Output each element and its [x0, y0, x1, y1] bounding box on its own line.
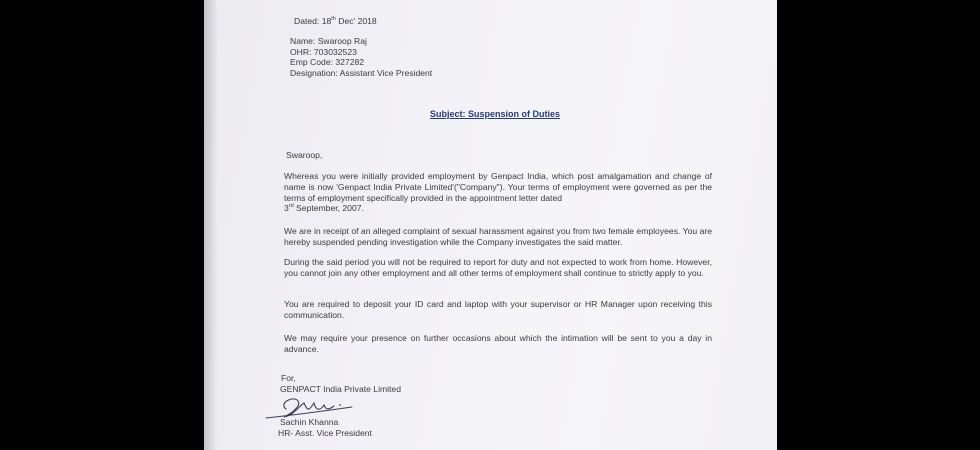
paragraph-employment: Whereas you were initially provided employment by Genpact India, which post amalgamation and change of name is now 'Genpact India Private Limited'("Company"). Your terms of employment were governed as per the terms of employment specifically provided in the appointment letter dated 3rd September, 2007.: [284, 171, 712, 214]
employee-name: Name: Swaroop Raj: [290, 36, 367, 46]
letter-subject: Subject: Suspension of Duties: [430, 109, 561, 119]
paragraph-complaint: We are in receipt of an alleged complaint of sexual harassment against you from two female employees. You are hereby suspended pending investigation while the Company investigates the said matter.: [284, 226, 712, 247]
employee-ohr: OHR: 703032523: [290, 47, 357, 57]
page-shadow: [204, 0, 218, 450]
closing: For,: [281, 373, 296, 383]
signatory-title: HR- Asst. Vice President: [278, 428, 372, 438]
signatory-name: Sachin Khanna: [280, 417, 339, 427]
employee-code: Emp Code: 327282: [290, 57, 365, 67]
paragraph-suspension-terms: During the said period you will not be required to report for duty and not expected to work from home. However, you cannot join any other employment and all other terms of employment shall continue to strictly apply to you.: [284, 257, 712, 278]
employee-designation: Designation: Assistant Vice President: [290, 68, 433, 78]
salutation: Swaroop,: [286, 150, 323, 160]
company-name: GENPACT India Private Limited: [280, 384, 401, 394]
paragraph-deposit: You are required to deposit your ID card and laptop with your supervisor or HR Manager upon receiving this communication.: [284, 299, 712, 320]
letter-page: [204, 0, 777, 450]
paragraph-presence: We may require your presence on further occasions about which the intimation will be sent to you a day in advance.: [284, 333, 712, 354]
letter-date: Dated: 18th Dec' 2018: [294, 16, 377, 26]
